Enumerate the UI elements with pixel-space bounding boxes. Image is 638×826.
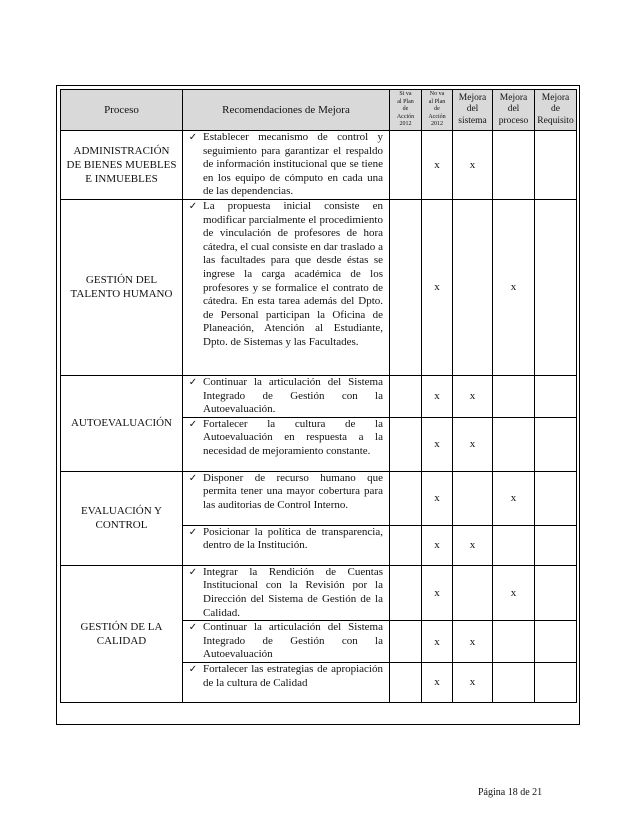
improvement-table	[60, 89, 577, 703]
page-number: Página 18 de 21	[478, 787, 543, 798]
recommendation-item	[183, 418, 389, 459]
mark-cell	[535, 471, 577, 525]
mark-cell	[493, 662, 535, 702]
table-row	[61, 199, 577, 375]
mark-cell	[453, 565, 493, 620]
mark-cell	[390, 199, 422, 375]
mark-cell	[390, 621, 422, 663]
mark-cell	[535, 525, 577, 565]
mark-cell	[390, 131, 422, 200]
mark-cell: x	[453, 375, 493, 417]
mark-cell: x	[453, 662, 493, 702]
checkmark-icon: ✓	[188, 418, 198, 430]
mark-cell: x	[422, 525, 453, 565]
recommendation-cell	[183, 199, 390, 375]
recommendation-item	[183, 526, 389, 553]
recommendation-cell	[183, 662, 390, 702]
checkmark-icon: ✓	[188, 200, 198, 212]
recommendation-cell	[183, 131, 390, 200]
mark-cell	[390, 565, 422, 620]
header-si-va: Si va al Plan de Acción 2012	[390, 90, 422, 131]
recommendation-text: Fortalecer la cultura de la Autoevaluación en respuesta a la necesidad de mejoramiento constante.	[203, 417, 383, 457]
mark-cell: x	[453, 525, 493, 565]
recommendation-item	[183, 131, 389, 199]
process-name: EVALUACIÓN Y CONTROL	[61, 471, 183, 565]
mark-cell: x	[422, 621, 453, 663]
table-row	[61, 375, 577, 417]
recommendation-item	[183, 663, 389, 690]
checkmark-icon: ✓	[188, 376, 198, 388]
mark-cell	[493, 375, 535, 417]
recommendation-cell	[183, 375, 390, 417]
mark-cell	[493, 131, 535, 200]
recommendation-cell	[183, 417, 390, 471]
mark-cell: x	[422, 417, 453, 471]
mark-cell: x	[493, 565, 535, 620]
header-row	[61, 90, 577, 131]
checkmark-icon: ✓	[188, 566, 198, 578]
header-mejora-proceso: Mejora del proceso	[493, 90, 535, 131]
process-name: ADMINISTRACIÓN DE BIENES MUEBLES E INMUEBLES	[61, 131, 183, 200]
header-proceso: Proceso	[61, 90, 183, 131]
header-mejora-sistema: Mejora del sistema	[453, 90, 493, 131]
mark-cell	[390, 375, 422, 417]
recommendation-text: La propuesta inicial consiste en modificar parcialmente el procedimiento de vinculación de profesores de hora cátedra, el cual consiste en dar traslado a las facultades para que desde éstas se ingrese la carga académica de los profesores y se formalice el contrato de cátedra. En esta tarea además del Dpto. de Personal participan la Oficina de Planeación, Atención al Estudiante, Dpto. de Sistemas y las Facultades.	[203, 199, 383, 348]
mark-cell: x	[453, 131, 493, 200]
recommendation-item	[183, 621, 389, 662]
mark-cell	[535, 131, 577, 200]
table-row	[61, 131, 577, 200]
mark-cell: x	[422, 471, 453, 525]
table-row	[61, 565, 577, 620]
process-name: GESTIÓN DE LA CALIDAD	[61, 565, 183, 702]
mark-cell	[535, 662, 577, 702]
recommendation-text: Continuar la articulación del Sistema Integrado de Gestión con la Autoevaluación	[203, 621, 383, 661]
mark-cell	[535, 565, 577, 620]
header-no-va: No va al Plan de Acción 2012	[422, 90, 453, 131]
recommendation-text: Posicionar la política de transparencia, dentro de la Institución.	[203, 525, 383, 552]
recommendation-text: Continuar la articulación del Sistema Integrado de Gestión con la Autoevaluación.	[203, 375, 383, 416]
mark-cell	[493, 417, 535, 471]
process-name: GESTIÓN DEL TALENTO HUMANO	[61, 199, 183, 375]
mark-cell: x	[422, 375, 453, 417]
mark-cell	[453, 199, 493, 375]
recommendation-item	[183, 472, 389, 513]
recommendation-text: Integrar la Rendición de Cuentas Institucional con la Revisión por la Dirección del Sistema de Gestión de la Calidad.	[203, 565, 383, 619]
checkmark-icon: ✓	[188, 663, 198, 675]
recommendation-item	[183, 566, 389, 620]
recommendation-text: Disponer de recurso humano que permita tener una mayor cobertura para las auditorias de Control Interno.	[203, 471, 383, 511]
mark-cell: x	[453, 417, 493, 471]
mark-cell	[493, 525, 535, 565]
mark-cell	[390, 417, 422, 471]
mark-cell: x	[422, 565, 453, 620]
mark-cell	[535, 621, 577, 663]
process-name: AUTOEVALUACIÓN	[61, 375, 183, 471]
recommendation-item	[183, 376, 389, 417]
checkmark-icon: ✓	[188, 472, 198, 484]
mark-cell	[390, 525, 422, 565]
mark-cell: x	[422, 662, 453, 702]
table-row	[61, 471, 577, 525]
checkmark-icon: ✓	[188, 526, 198, 538]
recommendation-item	[183, 200, 389, 350]
recommendation-cell	[183, 471, 390, 525]
mark-cell	[453, 471, 493, 525]
checkmark-icon: ✓	[188, 132, 198, 143]
recommendation-cell	[183, 525, 390, 565]
mark-cell	[390, 662, 422, 702]
header-recomendaciones: Recomendaciones de Mejora	[183, 90, 390, 131]
mark-cell: x	[422, 199, 453, 375]
recommendation-text: Establecer mecanismo de control y seguimiento para garantizar el respaldo de información institucional que se tiene en los equipo de cómputo en cada una de las dependencias.	[203, 131, 383, 198]
mark-cell	[493, 621, 535, 663]
header-mejora-requisito: Mejora de Requisito	[535, 90, 577, 131]
checkmark-icon: ✓	[188, 622, 198, 634]
mark-cell	[535, 417, 577, 471]
recommendation-cell	[183, 621, 390, 663]
mark-cell	[390, 471, 422, 525]
mark-cell: x	[422, 131, 453, 200]
mark-cell: x	[493, 471, 535, 525]
mark-cell: x	[493, 199, 535, 375]
mark-cell	[535, 199, 577, 375]
recommendation-text: Fortalecer las estrategias de apropiación de la cultura de Calidad	[203, 662, 383, 689]
mark-cell: x	[453, 621, 493, 663]
recommendation-cell	[183, 565, 390, 620]
mark-cell	[535, 375, 577, 417]
